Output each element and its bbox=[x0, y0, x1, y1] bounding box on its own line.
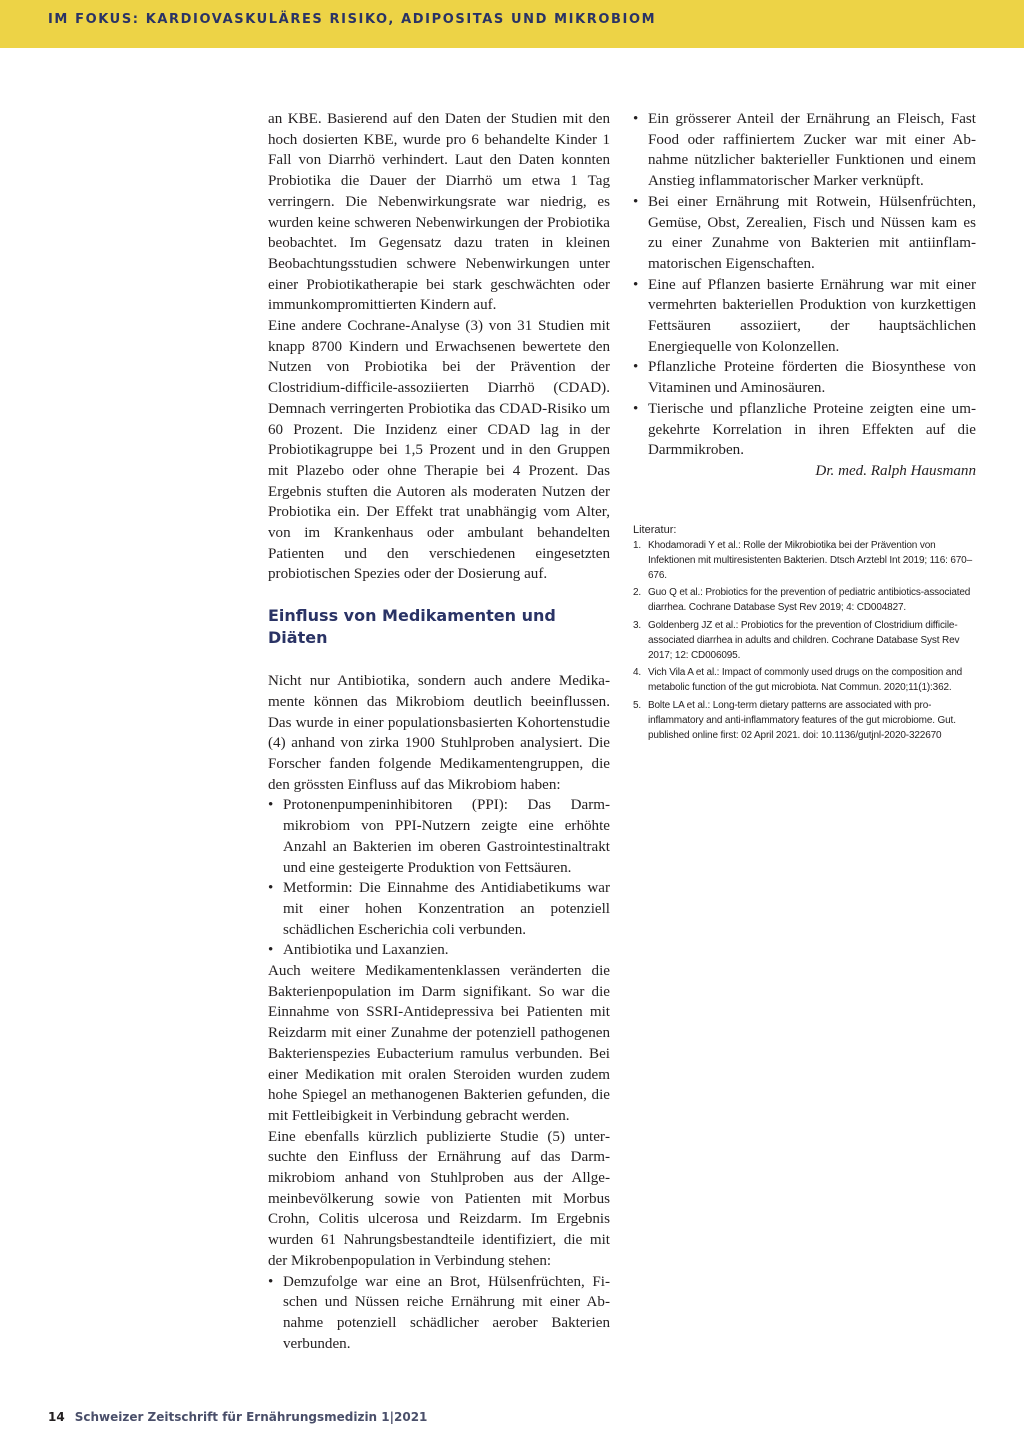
body-paragraph: an KBE. Basierend auf den Daten der Studien mit den hoch dosierten KBE, wurde pro 6 behandelte Kinder 1 Fall von Diarrhö verhindert. Laut den Daten konnten Probiotika die Dauer der Diarrhö um etwa 1 Tag verringern. Die Nebenwirkungsrate war niedrig, es wurden keine schweren Nebenwirkungen der Probiotika beobachtet. Im Gegensatz dazu traten in kleinen Beobachtungsstudien schwere Nebenwirkungen unter einer Probiotikatherapie bei stark geschwächten oder immunkompromittierten Kindern auf. bbox=[268, 111, 610, 314]
bullet-dot-icon: • bbox=[633, 193, 639, 210]
section-heading: Einfluss von Medikamenten und Diäten bbox=[268, 606, 556, 648]
reference-number: 2. bbox=[633, 587, 642, 599]
reference-text: Guo Q et al.: Probiotics for the prevention of pediatric antibiotics-associated diarrhea. Cochrane Database Syst Rev 2019; 4: CD004827. bbox=[648, 587, 971, 614]
reference-text: Khodamoradi Y et al.: Rolle der Mikrobiotika bei der Prävention von Infektionen mit multiresistenten Bakterien. Dtsch Arztebl Int 2019; 116: 670–676. bbox=[648, 539, 973, 582]
bullet-item bbox=[633, 357, 976, 398]
page-number: 14 bbox=[48, 1410, 65, 1424]
references-title: Literatur: bbox=[633, 523, 677, 536]
bullet-dot-icon: • bbox=[633, 400, 639, 417]
right-column bbox=[633, 109, 976, 745]
bullet-item bbox=[633, 109, 976, 192]
reference-number: 4. bbox=[633, 667, 642, 679]
body-paragraph: Auch weitere Medikamentenklassen veränderten die Bakterienpopulation im Darm signifikant. So war die Einnahme von SSRI-Antidepressiva bei Patienten mit Reizdarm mit einer Zunahme der potenziell pathogenen Bakterienspezies Eubacterium ramulus verbunden. Bei einer Medikation mit oralen Steroiden wurden zudem hohe Spiegel an methanogenen Bakterien gefunden, die mit Fettleibigkeit in Verbindung gebracht werden. bbox=[268, 963, 610, 1124]
reference-number: 1. bbox=[633, 539, 642, 551]
bullet-dot-icon: • bbox=[633, 276, 639, 293]
author-byline: Dr. med. Ralph Hausmann bbox=[815, 462, 976, 479]
reference-item bbox=[633, 665, 976, 695]
bullet-item bbox=[268, 878, 610, 940]
references-section bbox=[633, 523, 976, 744]
bullet-dot-icon: • bbox=[268, 942, 274, 959]
left-column bbox=[268, 109, 610, 1354]
section-header-band bbox=[0, 0, 1024, 48]
reference-list bbox=[633, 538, 976, 744]
reference-text: Goldenberg JZ et al.: Probiotics for the prevention of Clostridium difficile-associated diarrhea in adults and children. Cochrane Database Syst Rev 2017; 12: CD006095. bbox=[648, 619, 960, 662]
bullet-text: Pflanzliche Proteine förderten die Biosynthese von Vitaminen und Aminosäuren. bbox=[648, 359, 976, 397]
bullet-dot-icon: • bbox=[633, 111, 639, 127]
reference-text: Vich Vila A et al.: Impact of commonly used drugs on the composition and metabolic function of the gut microbiota. Nat Commun. 2020;11(1):362. bbox=[648, 667, 963, 694]
bullet-item bbox=[633, 399, 976, 461]
bullet-text: Tierische und pflanzliche Proteine zeigten eine umgekehrte Korrelation in ihren Effekten auf die Darmmikroben. bbox=[648, 400, 976, 459]
bullet-text: Bei einer Ernährung mit Rotwein, Hülsenfrüchten, Gemüse, Obst, Zerealien, Fisch und Nüssen kam es zu einer Zunahme von Bakterien mit antiinflammatorischen Eigenschaften. bbox=[648, 193, 976, 272]
reference-item bbox=[633, 698, 976, 744]
reference-item bbox=[633, 618, 976, 664]
bullet-item bbox=[268, 940, 610, 961]
bullet-text: Antibiotika und Laxanzien. bbox=[283, 942, 449, 959]
bullet-item bbox=[633, 192, 976, 275]
journal-name: Schweizer Zeitschrift für Ernährungsmedizin 1|2021 bbox=[74, 1410, 428, 1424]
diet-bullet-list bbox=[268, 1272, 610, 1355]
bullet-dot-icon: • bbox=[268, 1273, 274, 1290]
bullet-item bbox=[268, 1272, 610, 1355]
reference-number: 5. bbox=[633, 699, 642, 711]
reference-number: 3. bbox=[633, 619, 642, 631]
page-footer bbox=[48, 1410, 427, 1424]
bullet-dot-icon: • bbox=[633, 359, 639, 376]
bullet-dot-icon: • bbox=[268, 880, 274, 897]
bullet-dot-icon: • bbox=[268, 797, 274, 814]
body-paragraph: Nicht nur Antibiotika, sondern auch andere Medikamente können das Mikrobiom deutlich beeinflussen. Das wurde in einer populationsbasierten Kohortenstudie (4) anhand von zirka 1900 Stuhlproben analysiert. Die Forscher fanden folgende Medikamentengruppen, die den grössten Einfluss auf das Mikrobiom haben: bbox=[268, 673, 610, 793]
bullet-item bbox=[633, 275, 976, 358]
body-paragraph: Eine ebenfalls kürzlich publizierte Studie (5) untersuchte den Einfluss der Ernährung auf das Darmmikrobiom anhand von Stuhlproben aus der Allgemeinbevölkerung sowie von Patienten mit Morbus Crohn, Colitis ulcerosa und Reizdarm. Im Ergebnis wurden 61 Nahrungsbestandteile identifiziert, die mit der Mikrobenpopulation in Verbindung stehen: bbox=[268, 1128, 610, 1269]
medication-bullet-list bbox=[268, 795, 610, 961]
bullet-text: Protonenpumpeninhibitoren (PPI): Das Darmmikrobiom von PPI-Nutzern zeigte eine erhöhte Anzahl an Bakterien im oberen Gastrointestinaltrakt und eine gesteigerte Produktion von Fettsäuren. bbox=[283, 797, 610, 876]
section-header-title: IM FOKUS: KARDIOVASKULÄRES RISIKO, ADIPOSITAS UND MIKROBIOM bbox=[48, 12, 657, 27]
bullet-item bbox=[268, 795, 610, 878]
bullet-text: Eine auf Pflanzen basierte Ernährung war mit einer vermehrten bakteriellen Produktion von kurzkettigen Fettsäuren assoziiert, der hauptsächlichen Energiequelle von Kolonzellen. bbox=[648, 276, 976, 355]
reference-item bbox=[633, 538, 976, 584]
bullet-text: Ein grösserer Anteil der Ernährung an Fleisch, Fast Food oder raffiniertem Zucker war mit einer Abnahme nützlicher bakterieller Funktionen und einem Anstieg inflammatorischer Marker verknüpft. bbox=[648, 111, 976, 190]
reference-item bbox=[633, 585, 976, 615]
body-paragraph: Eine andere Cochrane-Analyse (3) von 31 Studien mit knapp 8700 Kindern und Erwachsenen bewertete den Nutzen von Probiotika bei der Prävention der Clostridium-difficile-assoziierten Diarrhö (CDAD). Demnach verringerten Probiotika das CDAD-Risiko um 60 Prozent. Die Inzidenz einer CDAD lag in der Probiotikagruppe bei 1,5 Prozent und in den Gruppen mit Plazebo oder ohne Therapie bei 4 Prozent. Das Ergebnis stuften die Autoren als moderaten Nutzen der Probiotika ein. Der Effekt trat unabhängig vom Alter, von im Krankenhaus oder ambulant behandelten Patienten und den verschiedenen eingesetzten probiotischen Spezies oder der Dosierung auf. bbox=[268, 318, 610, 583]
reference-text: Bolte LA et al.: Long-term dietary patterns are associated with pro-inflammatory and anti-inflammatory features of the gut microbiome. Gut. published online first: 02 April 2021. doi: 10.1136/gutjnl-2020-322670 bbox=[648, 699, 956, 742]
bullet-text: Metformin: Die Einnahme des Antidiabetikums war mit einer hohen Konzentration an potenziell schädlichen Escherichia coli verbunden. bbox=[283, 880, 610, 938]
bullet-text: Demzufolge war eine an Brot, Hülsenfrüchten, Fischen und Nüssen reiche Ernährung mit einer Abnahme potenziell schädlicher aerober Bakterien verbunden. bbox=[283, 1273, 610, 1352]
diet-bullet-list-continued bbox=[633, 109, 976, 461]
